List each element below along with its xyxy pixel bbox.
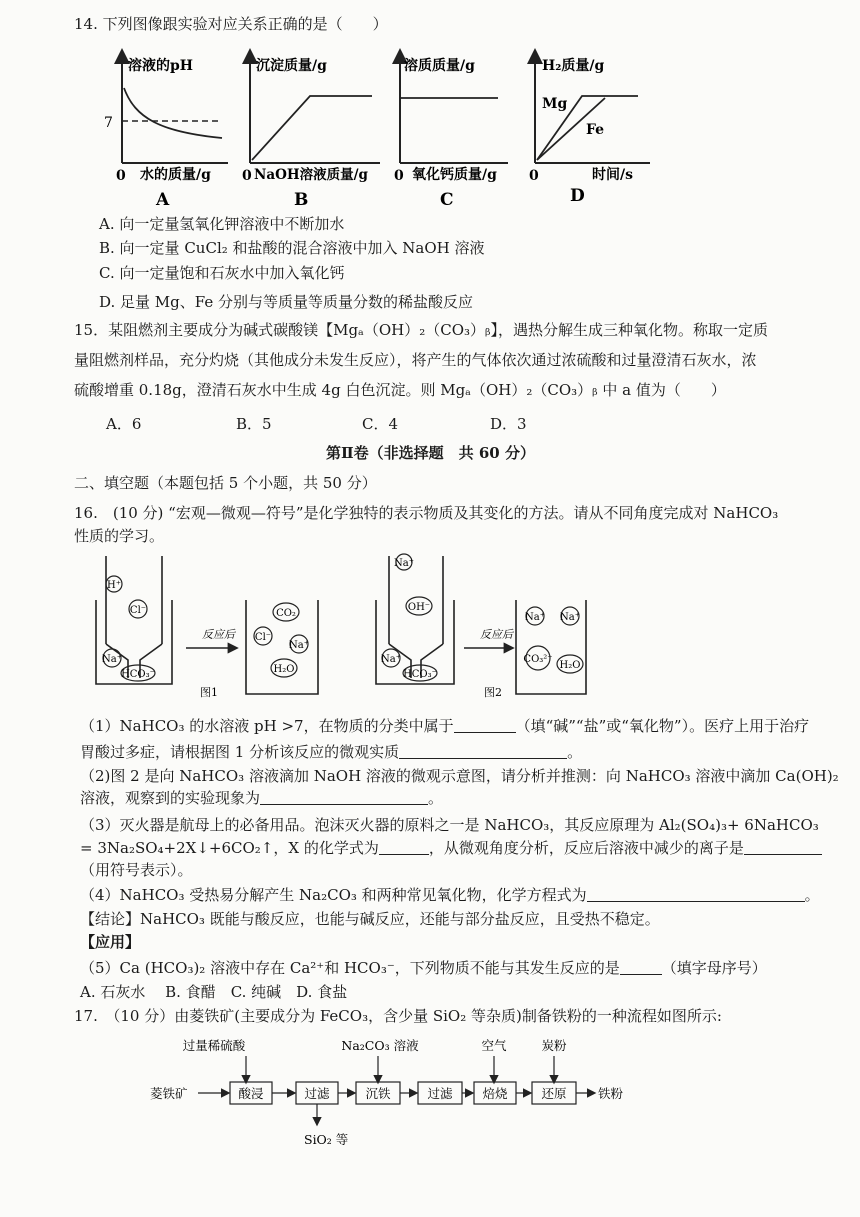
chart-d: [529, 56, 650, 206]
fig2-after-na-2: Na⁺: [560, 612, 580, 623]
chart-b-line: [252, 96, 372, 160]
q15-option-b: B．5: [236, 415, 272, 433]
flow-step-roast: 焙烧: [482, 1086, 508, 1101]
q16-p4-row: （4）NaHCO₃ 受热易分解产生 Na₂CO₃ 和两种常见氧化物，化学方程式为 。: [80, 886, 820, 904]
q16-p2-row2: 溶液，观察到的实验现象为 。: [80, 789, 444, 807]
chart-d-letter: D: [570, 186, 585, 206]
chart-d-origin: 0: [529, 168, 539, 184]
q15-line-3: 硫酸增重 0.18g，澄清石灰水中生成 4g 白色沉淀。则 Mgₐ（OH）₂（CO₃）ᵦ 中 a 值为（ ）: [74, 381, 726, 399]
chart-b-letter: B: [294, 190, 309, 208]
q14-option-a: A. 向一定量氢氧化钾溶液中不断加水: [99, 215, 345, 233]
flow-step-precipitate: 沉铁: [365, 1086, 391, 1101]
q16-p1-row2: 胃酸过多症，请根据图 1 分析该反应的微观实质 。: [80, 743, 583, 761]
flow-input-air: 空气: [481, 1038, 507, 1053]
q15-option-c: C．4: [362, 415, 399, 433]
fig2-after-h2o: H₂O: [559, 660, 581, 671]
fig1-after-co2: CO₂: [276, 608, 296, 619]
chart-d-series-fe: Fe: [586, 122, 605, 138]
q17-flowchart: [150, 1030, 650, 1155]
section2-title: 二、填空题（本题包括 5 个小题，共 50 分）: [74, 474, 377, 492]
fig2-caption: 图2: [484, 686, 502, 699]
chart-a-letter: A: [156, 190, 170, 208]
fig1: [96, 556, 318, 699]
fig1-after-na: Na⁺: [289, 640, 309, 651]
chart-a: [104, 56, 228, 208]
flow-input-acid: 过量稀硫酸: [182, 1038, 246, 1053]
q16-apply: 【应用】: [80, 933, 141, 951]
fig1-arrow-label: 反应后: [202, 628, 235, 641]
chart-b-ylabel: 沉淀质量/g: [256, 58, 327, 74]
fig1-ion-hco3: HCO₃⁻: [121, 669, 155, 680]
flow-byproduct: SiO₂ 等: [304, 1132, 349, 1147]
q16-p5-options: A. 石灰水 B. 食醋 C. 纯碱 D. 食盐: [80, 983, 348, 1001]
fig2-arrow-label: 反应后: [480, 628, 513, 641]
fig2-after-na-1: Na⁺: [525, 612, 545, 623]
flow-step-filter-1: 过滤: [304, 1086, 330, 1101]
fig1-ion-h: H⁺: [107, 580, 121, 591]
flow-input-na2co3: Na₂CO₃ 溶液: [341, 1038, 419, 1053]
q16-p3-blank-2[interactable]: [744, 840, 822, 855]
flow-step-filter-2: 过滤: [427, 1086, 453, 1101]
q16-p3-row3: （用符号表示）。: [80, 861, 193, 879]
q16-conclusion: 【结论】NaHCO₃ 既能与酸反应，也能与碱反应，还能与部分盐反应，且受热不稳定。: [80, 910, 660, 928]
chart-a-curve: [124, 88, 222, 138]
chart-c-origin: 0: [394, 168, 404, 184]
chart-d-ylabel: H₂质量/g: [542, 58, 605, 74]
q14-option-d: D. 足量 Mg、Fe 分别与等质量等质量分数的稀盐酸反应: [99, 293, 473, 311]
q15-option-a: A．6: [106, 415, 142, 433]
fig1-caption: 图1: [200, 686, 218, 699]
chart-a-ylabel: 溶液的pH: [128, 58, 194, 74]
fig2-ion-na-2: Na⁺: [381, 654, 401, 665]
q16-p5-row: （5）Ca (HCO₃)₂ 溶液中存在 Ca²⁺和 HCO₃⁻，下列物质不能与其发生反应的是 （填字母序号）: [80, 959, 767, 977]
q16-p4-blank[interactable]: [587, 887, 805, 902]
q16-p1-row1: （1）NaHCO₃ 的水溶液 pH >7，在物质的分类中属于 （填“碱”“盐”或“氧化物”）。医疗上用于治疗: [80, 717, 810, 735]
part2-title: 第Ⅱ卷（非选择题 共 60 分）: [326, 444, 535, 462]
fig1-ion-na: Na⁺: [102, 654, 122, 665]
fig1-after-cl: Cl⁻: [254, 632, 272, 643]
q16-p3-row2: = 3Na₂SO₄+2X↓+6CO₂↑，X 的化学式为 ，从微观角度分析，反应后溶液中减少的离子是: [80, 838, 822, 858]
chart-c: [394, 56, 508, 208]
q16-p5-blank[interactable]: [620, 960, 662, 975]
q14-stem: 14. 下列图像跟实验对应关系正确的是（ ）: [74, 15, 388, 33]
fig2-ion-na-1: Na⁺: [394, 558, 414, 569]
chart-b: [242, 56, 380, 208]
q14-charts: [90, 48, 660, 208]
flow-step-reduce: 还原: [541, 1086, 567, 1101]
chart-c-ylabel: 溶质质量/g: [404, 58, 475, 74]
q16-p3-row1: （3）灭火器是航母上的必备用品。泡沫灭火器的原料之一是 NaHCO₃，其反应原理为 Al₂(SO₄)₃+ 6NaHCO₃: [80, 816, 819, 834]
q16-intro-1: 16. (10 分) “宏观—微观—符号”是化学独特的表示物质及其变化的方法。请从不同角度完成对 NaHCO₃: [74, 504, 779, 522]
chart-c-xlabel: 氧化钙质量/g: [412, 167, 497, 183]
fig2: [376, 554, 586, 699]
flow-step-acid-leach: 酸浸: [238, 1086, 264, 1101]
chart-a-ref-value: 7: [104, 115, 113, 131]
chart-c-letter: C: [440, 190, 454, 208]
q16-p3-blank-1[interactable]: [379, 840, 429, 855]
q15-line-2: 量阻燃剂样品，充分灼烧（其他成分未发生反应），将产生的气体依次通过浓硫酸和过量澄清石灰水，浓: [74, 351, 757, 369]
fig2-ion-hco3: HCO₃⁻: [403, 669, 437, 680]
q16-p1-blank-1[interactable]: [454, 718, 516, 733]
q16-p2-blank[interactable]: [260, 790, 428, 805]
q16-figures: [86, 552, 646, 702]
fig2-after-co3: CO₃²⁻: [523, 654, 553, 665]
fig2-ion-oh: OH⁻: [407, 602, 431, 613]
q14-option-b: B. 向一定量 CuCl₂ 和盐酸的混合溶液中加入 NaOH 溶液: [99, 239, 485, 257]
q15-option-d: D．3: [490, 415, 527, 433]
flow-input-carbon: 炭粉: [541, 1038, 567, 1053]
chart-b-xlabel: NaOH溶液质量/g: [254, 167, 368, 183]
flow-start: 菱铁矿: [150, 1086, 188, 1101]
q16-intro-2: 性质的学习。: [74, 527, 165, 545]
fig1-ion-cl: Cl⁻: [129, 605, 147, 616]
chart-b-origin: 0: [242, 168, 252, 184]
q14-option-c: C. 向一定量饱和石灰水中加入氧化钙: [99, 264, 345, 282]
q17-intro: 17. （10 分）由菱铁矿(主要成分为 FeCO₃，含少量 SiO₂ 等杂质)制备铁粉的一种流程如图所示:: [74, 1007, 722, 1025]
fig1-after-h2o: H₂O: [273, 664, 295, 675]
chart-d-series-mg: Mg: [542, 96, 568, 112]
chart-d-xlabel: 时间/s: [592, 167, 633, 183]
q16-p2-row1: （2)图 2 是向 NaHCO₃ 溶液滴加 NaOH 溶液的微观示意图，请分析并推测：向 NaHCO₃ 溶液中滴加 Ca(OH)₂: [80, 767, 839, 785]
flow-end: 铁粉: [598, 1086, 624, 1101]
chart-a-origin: 0: [116, 168, 126, 184]
q16-p1-blank-2[interactable]: [399, 744, 567, 759]
q15-line-1: 15．某阻燃剂主要成分为碱式碳酸镁【Mgₐ（OH）₂（CO₃）ᵦ】，遇热分解生成三种氧化物。称取一定质: [74, 321, 768, 339]
chart-a-xlabel: 水的质量/g: [140, 167, 211, 183]
